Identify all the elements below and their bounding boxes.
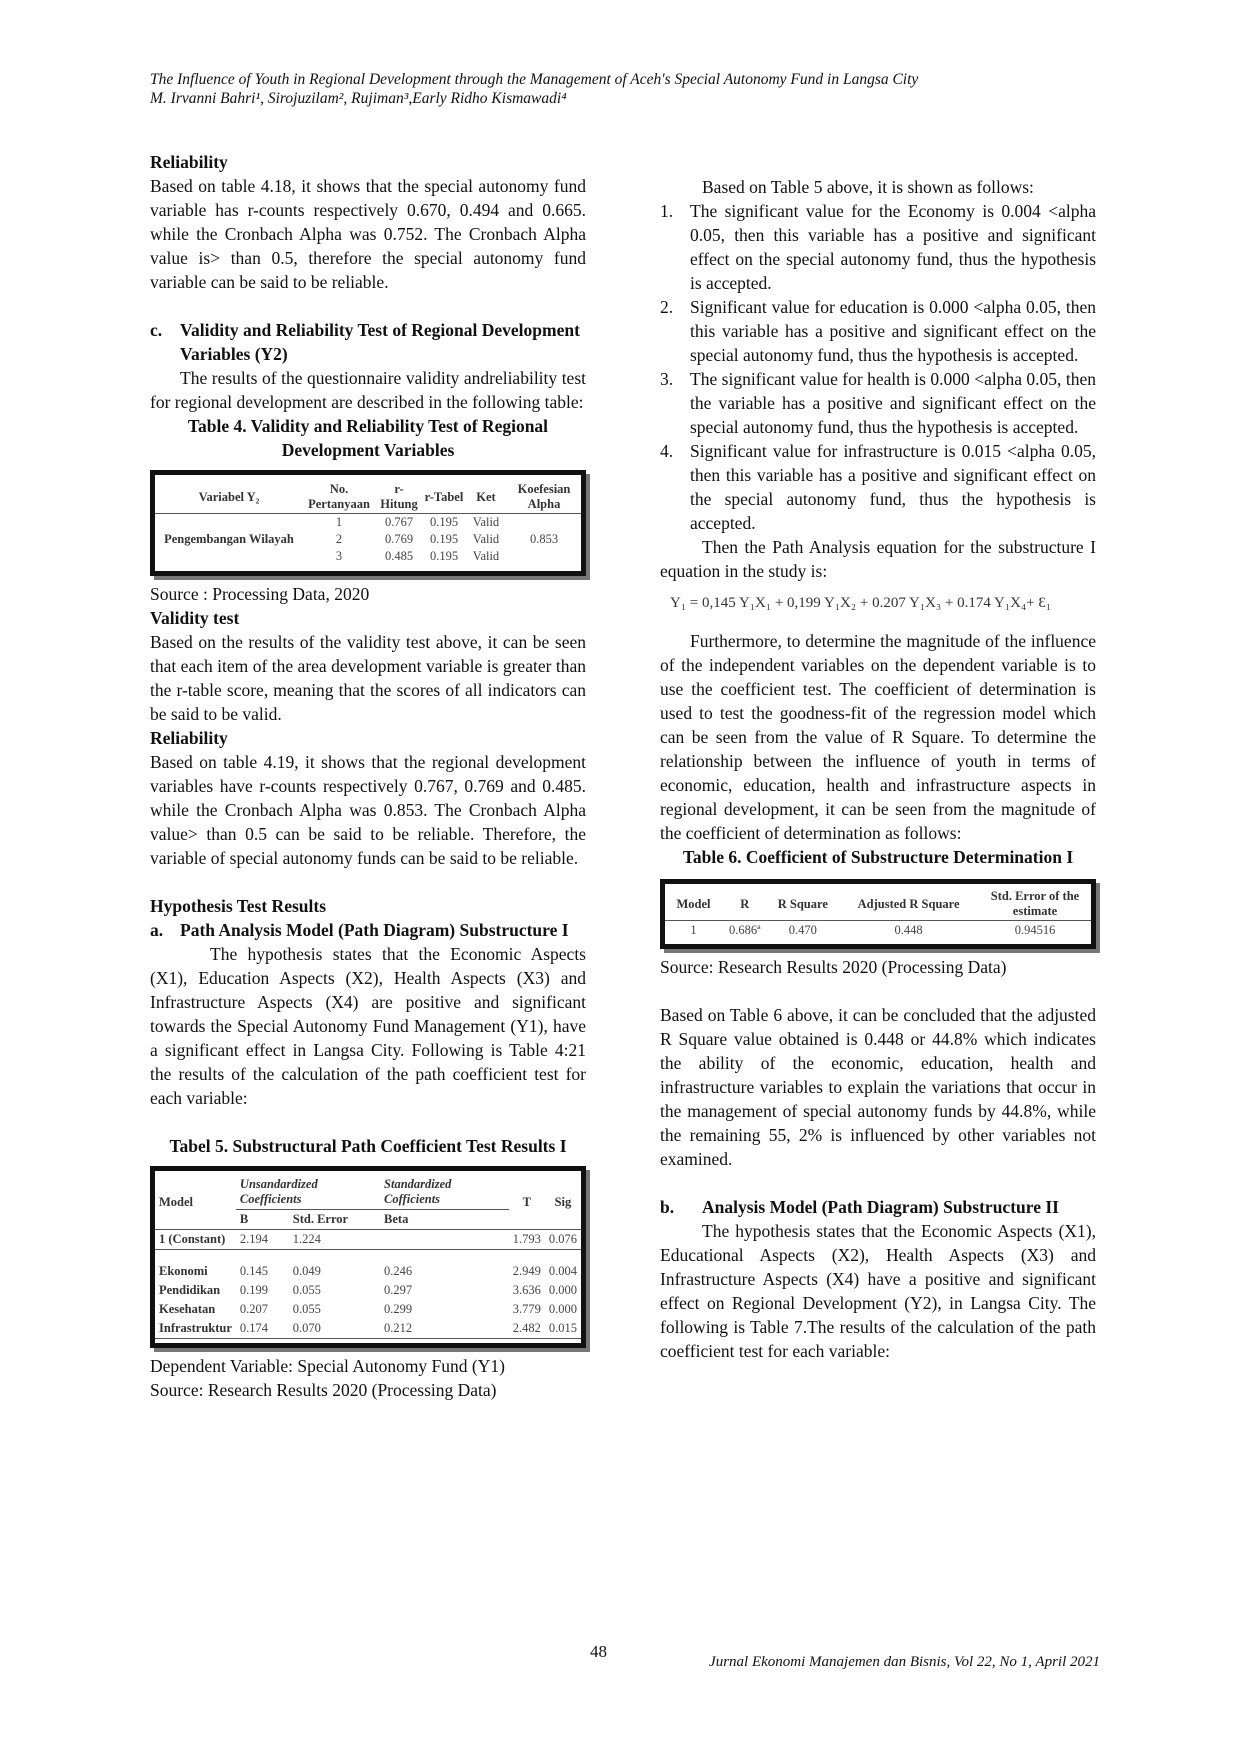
section-a-title: Path Analysis Model (Path Diagram) Substructure I <box>180 920 569 940</box>
list-number: 1. <box>660 201 674 221</box>
table6-cell: 0.448 <box>894 923 923 937</box>
table4-cell: Valid <box>472 549 500 563</box>
table6-source: Source: Research Results 2020 (Processing Data) <box>660 957 1007 977</box>
section-c-paragraph: The results of the questionnaire validity andreliability test for regional development are described in the following table: <box>150 368 586 412</box>
section-c-heading <box>150 318 586 366</box>
table6-cell: 0.686ª <box>728 923 761 937</box>
table5-model: Pendidikan <box>159 1283 221 1297</box>
table5-cell: 3.779 <box>512 1302 541 1316</box>
page-number: 48 <box>590 1642 607 1661</box>
list-text: The significant value for health is 0.000 <alpha 0.05, then the variable has a positive and significant effect on the special autonomy fund, thus the hypothesis is accepted. <box>690 369 1096 437</box>
list-number: 4. <box>660 441 674 461</box>
table4-cell: 3 <box>335 549 343 563</box>
table4 <box>155 481 581 565</box>
table4-cell: 0.195 <box>429 532 459 546</box>
table5-cell: 0.000 <box>548 1283 577 1297</box>
table4-cell: Valid <box>472 532 500 546</box>
table4-cell: 1 <box>335 515 343 529</box>
table6-cell: 0.470 <box>788 923 817 937</box>
path-equation-intro: Then the Path Analysis equation for the substructure I equation in the study is: <box>660 537 1096 581</box>
table4-cell: 0.769 <box>384 532 414 546</box>
table4-cell: 0.195 <box>429 515 459 529</box>
table6-header: R Square <box>777 896 828 911</box>
table5-header-std: Standardized Cofficients <box>384 1177 452 1206</box>
list-text: Significant value for education is 0.000 <alpha 0.05, then this variable has a positive and significant effect on the special autonomy fund, thus the hypothesis is accepted. <box>690 297 1096 365</box>
section-c-title: Validity and Reliability Test of Regional Development Variables (Y2) <box>180 320 580 364</box>
table4-caption: Table 4. Validity and Reliability Test of Regional Development Variables <box>187 416 549 460</box>
table5-cell: 1.793 <box>512 1232 541 1246</box>
table5-model: 1 (Constant) <box>159 1232 226 1246</box>
table6-header: Std. Error of the estimate <box>990 889 1080 918</box>
table5-cell: 0.076 <box>548 1232 577 1246</box>
table5-box <box>150 1166 586 1348</box>
section-a-label: a. <box>150 920 164 940</box>
table5-header-model: Model <box>159 1194 194 1209</box>
table4-cell: 2 <box>335 532 343 546</box>
running-header <box>150 70 918 108</box>
table6-header: Adjusted R Square <box>857 896 960 911</box>
table6 <box>665 888 1091 940</box>
table4-cell: 0.767 <box>384 515 414 529</box>
table4-header: Koefesian Alpha <box>517 482 571 511</box>
table5-header-sig: Sig <box>554 1194 572 1209</box>
table5-cell <box>380 1230 509 1250</box>
conclusion-paragraph: Based on Table 6 above, it can be concluded that the adjusted R Square value obtained is 0.448 or 44.8% which indicates the ability of the economic, education, health and infrastructure variables to explain the variations that occur in the management of special autonomy funds by 44.8%, while the remaining 55, 2% is influenced by other variables not examined. <box>660 1005 1096 1169</box>
table4-header: Ket <box>476 489 496 504</box>
table5-cell: 0.207 <box>239 1302 269 1316</box>
table5-model: Kesehatan <box>159 1302 216 1316</box>
table5-cell: 0.049 <box>292 1264 321 1278</box>
table6-header: Model <box>676 896 711 911</box>
table5-cell: 0.199 <box>239 1283 269 1297</box>
left-column <box>150 150 586 1402</box>
table4-cell: 0.485 <box>384 549 414 563</box>
table5-cell: 0.070 <box>292 1321 321 1335</box>
table6-box <box>660 879 1096 949</box>
table4-source: Source : Processing Data, 2020 <box>150 584 370 604</box>
table5-cell: 0.145 <box>239 1264 269 1278</box>
list-item <box>660 367 1096 439</box>
table4-cell: Valid <box>472 515 500 529</box>
table5-cell: 0.297 <box>384 1283 413 1297</box>
table5-cell: 0.004 <box>548 1264 577 1278</box>
validity-paragraph: Based on the results of the validity test above, it can be seen that each item of the area development variable is greater than the r-table score, meaning that the scores of all indicators can be said to be valid. <box>150 632 586 724</box>
section-b-title: Analysis Model (Path Diagram) Substructure II <box>702 1197 1059 1217</box>
list-item <box>660 295 1096 367</box>
section-b-label: b. <box>660 1197 675 1217</box>
table5-cell: 0.055 <box>292 1283 321 1297</box>
findings-list <box>660 199 1096 535</box>
section-b-paragraph: The hypothesis states that the Economic Aspects (X1), Educational Aspects (X2), Health Aspects (X3) and Infrastructure Aspects (X4) have a positive and significant effect on Regional Development (Y2), in Langsa City. The following is Table 7.The results of the calculation of the path coefficient test for each variable: <box>660 1221 1096 1361</box>
list-number: 3. <box>660 369 674 389</box>
section-b-heading <box>660 1195 1096 1219</box>
table5-cell: 0.212 <box>384 1321 413 1335</box>
table5-header-unstd: Unsandardized Coefficients <box>239 1177 318 1206</box>
table5-cell: 0.000 <box>548 1302 577 1316</box>
table5-cell: 2.949 <box>512 1264 541 1278</box>
table5 <box>155 1175 581 1339</box>
table5-cell: 0.015 <box>548 1321 577 1335</box>
list-item <box>660 199 1096 295</box>
table5-caption: Tabel 5. Substructural Path Coefficient Test Results I <box>169 1136 567 1156</box>
table5-cell: 0.174 <box>239 1321 269 1335</box>
path-equation: Y₁ = 0,145 Y₁X₁ + 0,199 Y₁X₂ + 0.207 Y₁X₃ + 0.174 Y₁X₄+ Ɛ₁ <box>670 595 1052 611</box>
header-title: The Influence of Youth in Regional Development through the Management of Aceh's Special Autonomy Fund in Langsa City <box>150 71 919 88</box>
table5-cell: 3.636 <box>512 1283 541 1297</box>
header-authors: M. Irvanni Bahri¹, Sirojuzilam², Rujiman³,Early Ridho Kismawadi⁴ <box>150 90 567 107</box>
reliability-heading: Reliability <box>150 152 228 172</box>
table4-cell: 0.195 <box>429 549 459 563</box>
validity-heading: Validity test <box>150 608 240 628</box>
table5-header-beta: Beta <box>384 1212 409 1226</box>
table4-header: Variabel Y₂ <box>198 489 260 504</box>
right-column <box>660 175 1096 1363</box>
table5-cell: 1.224 <box>292 1232 321 1246</box>
section-c-label: c. <box>150 320 163 340</box>
table5-header-se: Std. Error <box>292 1212 349 1226</box>
table5-cell: 0.246 <box>384 1264 413 1278</box>
table5-model: Infrastruktur <box>159 1321 232 1335</box>
list-text: The significant value for the Economy is 0.004 <alpha 0.05, then this variable has a positive and significant effect on the special autonomy fund, thus the hypothesis is accepted. <box>690 201 1096 293</box>
list-text: Significant value for infrastructure is 0.015 <alpha 0.05, then this variable has a positive and significant effect on the special autonomy fund, thus the hypothesis is accepted. <box>690 441 1096 533</box>
table4-header: r-Hitung <box>380 482 418 511</box>
table5-cell: 0.299 <box>384 1302 413 1316</box>
table6-caption: Table 6. Coefficient of Substructure Determination I <box>682 847 1074 867</box>
coefficient-paragraph: Furthermore, to determine the magnitude of the influence of the independent variables on the dependent variable is to use the coefficient test. The coefficient of determination is used to test the goodness-fit of the regression model which can be seen from the value of R Square. To determine the relationship between the influence of youth in terms of economic, education, health and infrastructure aspects in regional development, it can be seen from the magnitude of the coefficient of determination as follows: <box>660 631 1096 843</box>
hypothesis-heading: Hypothesis Test Results <box>150 896 327 916</box>
table5-dependent-variable: Dependent Variable: Special Autonomy Fund (Y1) <box>150 1356 505 1376</box>
table5-cell: 2.194 <box>239 1232 269 1246</box>
reliability2-heading: Reliability <box>150 728 228 748</box>
table5-source: Source: Research Results 2020 (Processing Data) <box>150 1380 497 1400</box>
list-item <box>660 439 1096 535</box>
table5-header-t: T <box>522 1194 531 1209</box>
table5-intro: Based on Table 5 above, it is shown as follows: <box>702 177 1034 197</box>
table5-cell: 0.055 <box>292 1302 321 1316</box>
list-number: 2. <box>660 297 674 317</box>
table6-cell: 1 <box>690 923 697 937</box>
table4-alpha: 0.853 <box>529 532 559 546</box>
reliability-paragraph: Based on table 4.18, it shows that the special autonomy fund variable has r-counts respectively 0.670, 0.494 and 0.665. while the Cronbach Alpha was 0.752. The Cronbach Alpha value is> than 0.5, therefore the special autonomy fund variable can be said to be reliable. <box>150 176 586 292</box>
table5-model: Ekonomi <box>159 1264 208 1278</box>
table4-variable: Pengembangan Wilayah <box>164 532 294 546</box>
table4-header: r-Tabel <box>424 489 464 504</box>
table4-header: No. Pertanyaan <box>308 482 370 511</box>
table4-box <box>150 470 586 576</box>
journal-footer: Jurnal Ekonomi Manajemen dan Bisnis, Vol 22, No 1, April 2021 <box>709 1654 1100 1670</box>
section-a-heading <box>150 918 586 942</box>
section-a-paragraph: The hypothesis states that the Economic Aspects (X1), Education Aspects (X2), Health Aspects (X3) and Infrastructure Aspects (X4) are positive and significant towards the Special Autonomy Fund Management (Y1), have a significant effect in Langsa City. Following is Table 4:21 the results of the calculation of the path coefficient test for each variable: <box>150 944 586 1108</box>
table6-header: R <box>740 896 750 911</box>
table6-cell: 0.94516 <box>1014 923 1056 937</box>
table5-header-b: B <box>239 1212 249 1226</box>
reliability2-paragraph: Based on table 4.19, it shows that the regional development variables have r-counts respectively 0.767, 0.769 and 0.485. while the Cronbach Alpha was 0.853. The Cronbach Alpha value> than 0.5 can be said to be reliable. Therefore, the variable of special autonomy funds can be said to be reliable. <box>150 752 586 868</box>
table5-cell: 2.482 <box>512 1321 541 1335</box>
